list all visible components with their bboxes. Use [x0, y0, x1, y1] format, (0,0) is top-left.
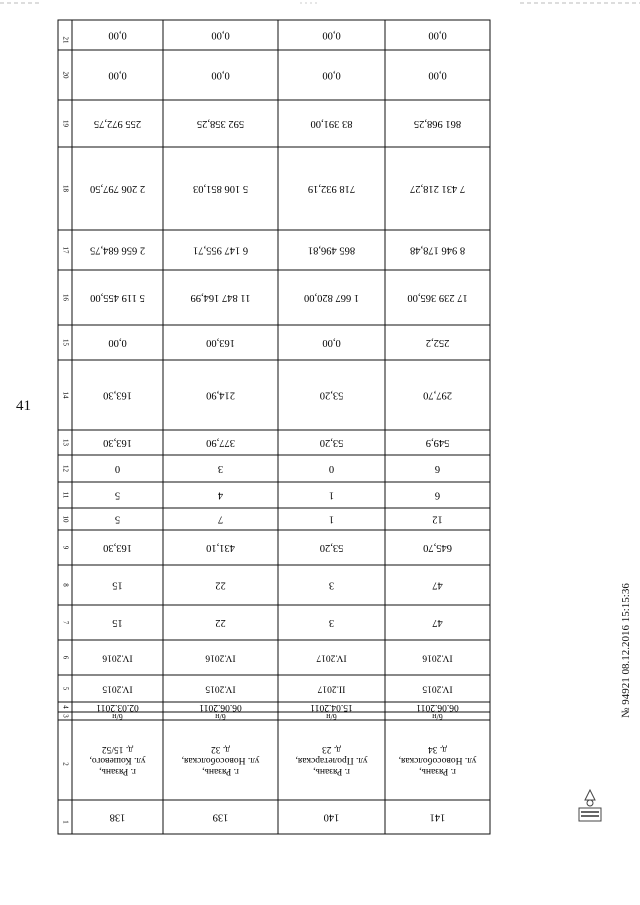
cell-c7: 22: [215, 617, 226, 629]
cell-c21: 0,00: [211, 29, 230, 41]
cell-c13: 53,20: [319, 437, 344, 449]
cell-c21: 0,00: [428, 29, 447, 41]
cell-c1: 138: [109, 811, 126, 823]
header-cell-16: 16: [61, 294, 70, 301]
cell-c13: 549,9: [425, 437, 450, 449]
address-line: ул. Пролетарская,: [295, 754, 368, 765]
cell-c8: 22: [215, 579, 226, 591]
cell-c7: 47: [432, 617, 443, 629]
cell-c9: 53,20: [319, 542, 344, 554]
cell-c17: 6 147 955,71: [192, 244, 249, 256]
cell-c13: 163,30: [103, 437, 132, 449]
cell-c3: б/н: [215, 712, 226, 722]
cell-c10: 7: [217, 513, 224, 525]
header-cell-19: 19: [61, 120, 70, 127]
cell-c12: 0: [114, 463, 121, 475]
address-line: г. Рязань,: [313, 765, 350, 776]
address-line: ул. Новособолская,: [181, 754, 260, 765]
cell-c15: 252,2: [425, 337, 450, 349]
cell-c4: 02.03.2011: [96, 701, 139, 712]
cell-c5: IV.2015: [102, 683, 133, 694]
header-cell-1: 1: [61, 820, 70, 824]
cell-c9: 645,70: [423, 542, 452, 554]
address-line: ул. Кошевого,: [89, 754, 146, 765]
address-line: д. 32: [210, 743, 231, 754]
cell-c8: 15: [112, 579, 123, 591]
cell-c18: 2 206 797,50: [89, 183, 146, 195]
cell-c13: 377,90: [206, 437, 235, 449]
cell-c1: 139: [212, 811, 229, 823]
address-line: г. Рязань,: [202, 765, 239, 776]
cell-c16: 1 667 820,00: [303, 292, 360, 304]
cell-c19: 592 358,25: [196, 118, 245, 130]
address-line: д. 23: [321, 743, 342, 754]
cell-c7: 15: [112, 617, 123, 629]
cell-c11: 5: [114, 489, 121, 501]
header-cell-21: 21: [61, 36, 70, 44]
header-cell-10: 10: [61, 515, 70, 523]
cell-c12: 6: [434, 463, 441, 475]
cell-c4: 15.04.2011: [310, 701, 353, 712]
address-line: д. 34: [427, 743, 448, 754]
cell-c6: IV.2016: [422, 652, 453, 663]
cell-c5: II.2017: [317, 683, 346, 694]
cell-c16: 5 119 455,00: [90, 292, 145, 304]
cell-c3: б/н: [432, 712, 443, 722]
header-cell-3: 3: [61, 714, 70, 718]
cell-c10: 12: [432, 513, 443, 525]
cell-c10: 1: [328, 513, 335, 525]
header-cell-9: 9: [61, 545, 70, 550]
cell-c8: 3: [328, 579, 335, 591]
cell-c21: 0,00: [322, 29, 341, 41]
cell-c11: 4: [217, 489, 224, 501]
cell-c14: 163,30: [103, 389, 132, 401]
header-cell-6: 6: [61, 655, 70, 660]
cell-c6: IV.2017: [316, 652, 347, 663]
header-cell-14: 14: [61, 391, 70, 399]
header-cell-17: 17: [61, 246, 70, 254]
cell-c1: 140: [323, 811, 340, 823]
cell-c7: 3: [328, 617, 335, 629]
cell-c4: 06.06.2011: [199, 701, 242, 712]
cell-c20: 0,00: [322, 69, 341, 81]
address-line: д. 15/52: [101, 743, 134, 754]
cell-c8: 47: [432, 579, 443, 591]
header-cell-15: 15: [61, 339, 70, 346]
cell-c19: 861 968,25: [413, 118, 462, 130]
header-cell-8: 8: [61, 583, 70, 587]
cell-c20: 0,00: [211, 69, 230, 81]
header-cell-13: 13: [61, 439, 70, 446]
cell-c10: 5: [114, 513, 121, 525]
cell-c14: 214,90: [206, 389, 235, 401]
cell-c18: 5 106 851,03: [192, 183, 249, 195]
cell-c21: 0,00: [108, 29, 127, 41]
cell-c17: 2 656 684,75: [89, 244, 146, 256]
cell-c11: 6: [434, 489, 441, 501]
cell-c15: 163,00: [206, 337, 235, 349]
cell-c1: 141: [429, 811, 446, 823]
cell-c18: 7 431 218,27: [409, 183, 466, 195]
header-cell-4: 4: [61, 705, 70, 709]
cell-c4: 06.06.2011: [416, 701, 459, 712]
cell-c11: 1: [328, 489, 335, 501]
cell-c16: 11 847 164,99: [190, 292, 251, 304]
cell-c3: б/н: [112, 712, 123, 722]
cell-c19: 83 391,00: [310, 118, 353, 130]
registration-stamp: № 94921 08.12.2016 15:15:36: [620, 583, 632, 718]
cell-c6: IV.2016: [205, 652, 236, 663]
cell-c15: 0,00: [322, 337, 341, 349]
header-cell-7: 7: [61, 620, 70, 625]
seal-emblem: [578, 786, 602, 822]
cell-c5: IV.2015: [422, 683, 453, 694]
cell-c9: 163,30: [103, 542, 132, 554]
cell-c17: 865 496,81: [307, 244, 356, 256]
address-line: ул. Новособолская,: [398, 754, 477, 765]
cell-c6: IV.2016: [102, 652, 133, 663]
header-cell-11: 11: [61, 491, 70, 499]
cell-c16: 17 239 365,00: [407, 292, 468, 304]
cell-c9: 431,10: [206, 542, 235, 554]
cell-c20: 0,00: [108, 69, 127, 81]
cell-c17: 8 946 178,48: [409, 244, 466, 256]
cell-c15: 0,00: [108, 337, 127, 349]
header-cell-5: 5: [61, 686, 70, 691]
cell-c3: б/н: [326, 712, 337, 722]
cell-c12: 0: [328, 463, 335, 475]
header-cell-2: 2: [61, 762, 70, 766]
cell-c14: 297,70: [423, 389, 452, 401]
cell-c12: 3: [217, 463, 224, 475]
header-cell-20: 20: [61, 71, 70, 79]
cell-c18: 718 932,19: [307, 183, 356, 195]
cell-c19: 255 972,75: [93, 118, 142, 130]
address-line: г. Рязань,: [99, 765, 136, 776]
address-line: г. Рязань,: [419, 765, 456, 776]
cell-c5: IV.2015: [205, 683, 236, 694]
header-cell-12: 12: [61, 465, 70, 472]
cell-c20: 0,00: [428, 69, 447, 81]
page-number: 41: [16, 398, 31, 414]
header-cell-18: 18: [61, 185, 70, 192]
cell-c14: 53,20: [319, 389, 344, 401]
